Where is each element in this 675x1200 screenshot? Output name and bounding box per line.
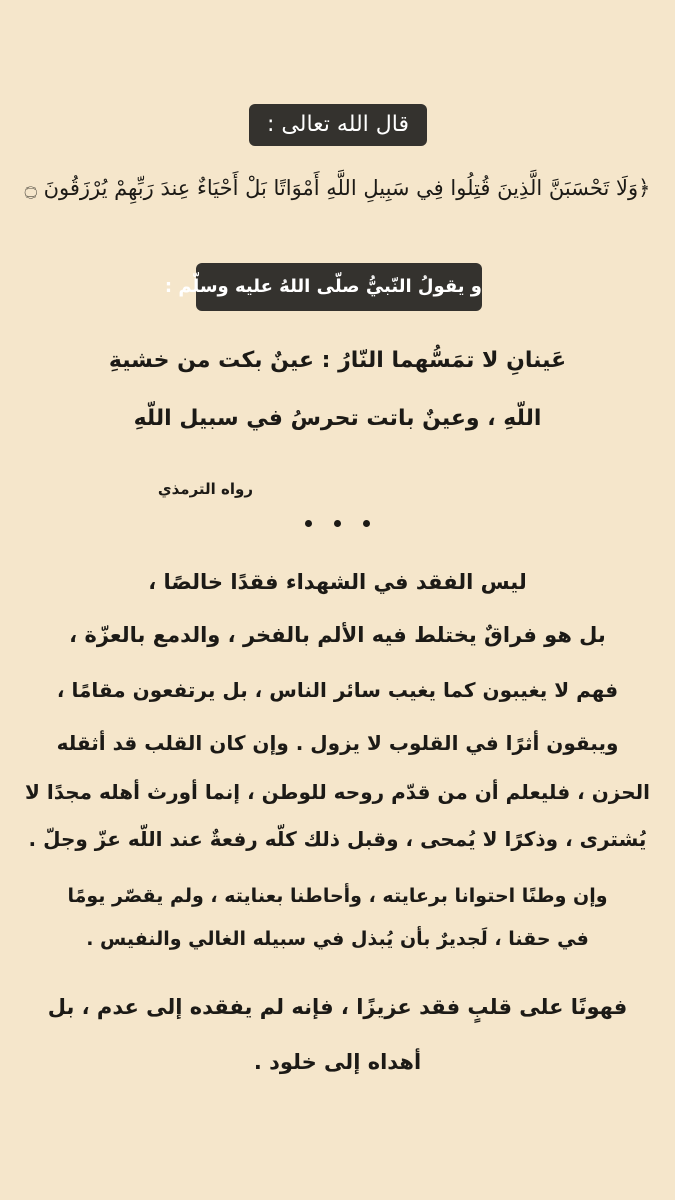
body-line: بل هو فراقٌ يختلط فيه الألم بالفخر ، والدمع بالعزّة ، [69,623,606,647]
body-line: يُشترى ، وذكرًا لا يُمحى ، وقبل ذلك كلّه رفعةٌ عند اللّه عزّ وجلّ . [28,827,647,851]
hadith-narrator: رواه الترمذي [157,480,253,498]
dot [363,520,370,527]
allah-said-label: قال الله تعالى : [249,104,427,146]
hadith-line: عَينانِ لا تمَسُّهما النّارُ : عينٌ بكت من خشيةِ [108,348,567,373]
body-line: الحزن ، فليعلم أن من قدّم روحه للوطن ، إنما أورث أهله مجدًا لا [24,780,650,804]
quran-verse: ﴿وَلَا تَحْسَبَنَّ الَّذِينَ قُتِلُوا فِي سَبِيلِ اللَّهِ أَمْوَاتًا بَلْ أَحْيَاءٌ عِندَ رَبِّهِمْ يُرْزَقُونَ ۝ [24,176,651,200]
prophet-said-label: و يقولُ النّبيُّ صلّى اللهُ عليه وسلّم : [196,263,482,311]
dot [305,520,312,527]
body-line: فهونًا على قلبٍ فقد عزيزًا ، فإنه لم يفقده إلى عدم ، بل [47,995,628,1019]
body-line: وإن وطنًا احتوانا برعايته ، وأحاطنا بعنايته ، ولم يقصّر يومًا [67,885,608,907]
dot [334,520,341,527]
body-line: فهم لا يغيبون كما يغيب سائر الناس ، بل يرتفعون مقامًا ، [56,678,619,702]
body-line: ويبقون أثرًا في القلوب لا يزول . وإن كان القلب قد أثقله [56,731,619,755]
body-line: في حقنا ، لَجديرٌ بأن يُبذل في سبيله الغالي والنفيس . [86,928,589,950]
hadith-line: اللّهِ ، وعينٌ باتت تحرسُ في سبيل اللّهِ [133,406,542,431]
separator-dots [0,512,675,531]
body-line: ليس الفقد في الشهداء فقدًا خالصًا ، [148,570,527,594]
body-line: أهداه إلى خلود . [253,1050,422,1074]
